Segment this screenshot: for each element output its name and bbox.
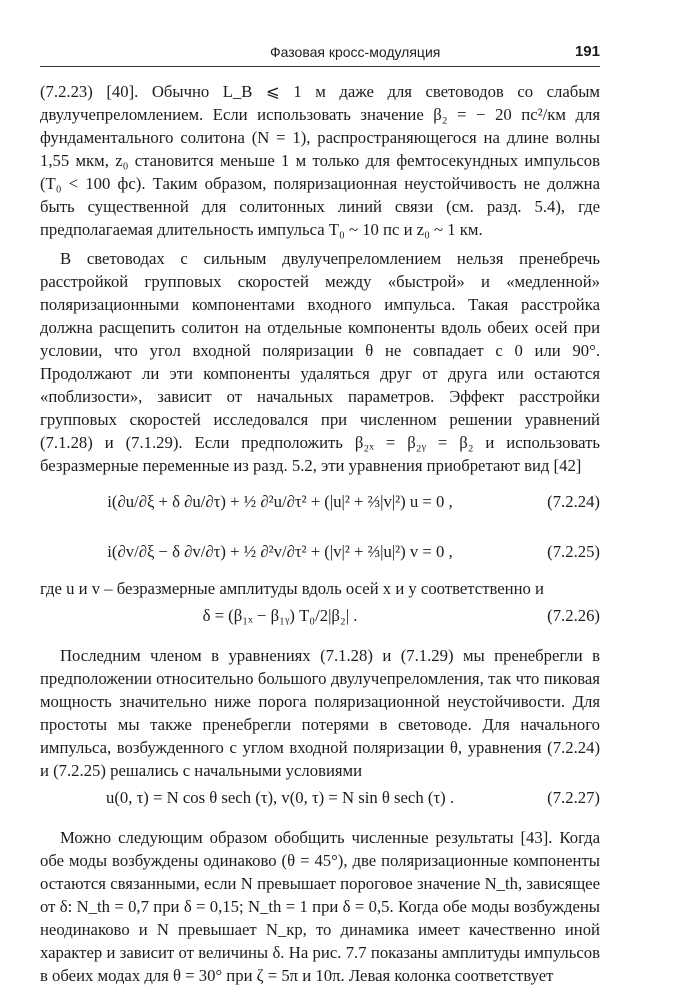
- equation-7-2-25: [40, 527, 600, 577]
- equation-number: (7.2.26): [547, 606, 600, 625]
- paragraph-5: Можно следующим образом обобщить численные результаты [43]. Когда обе моды возбуждены одинаково (θ = 45°), две поляризационные компоненты остаются связанными, если N превышает пороговое значение N_th, зависящее от δ: N_th = 0,7 при δ = 0,15; N_th = 1 при δ = 0,5. Когда обе моды возбуждены неодинаково и N превышает N_кр, то динамика имеет качественно иной характер и зависит от величины δ. На рис. 7.7 показаны амплитуды импульсов в обеих модах для θ = 30° при ζ = 5π и 10π. Левая колонка соответствует: [40, 828, 600, 985]
- equation-body: i(∂u/∂ξ + δ ∂u/∂τ) + ½ ∂²u/∂τ² + (|u|² + ⅔|v|²) u = 0 ,: [107, 492, 453, 511]
- page-number: 191: [574, 43, 600, 60]
- equation-number: (7.2.24): [547, 492, 600, 511]
- running-header: [40, 40, 600, 67]
- equation-body: δ = (β₁ₓ − β₁ᵧ) T₀/2|β₂| .: [202, 606, 358, 625]
- equation-7-2-26: [40, 600, 600, 632]
- equation-number: (7.2.25): [547, 542, 600, 561]
- equation-7-2-27: [40, 782, 600, 814]
- running-head-title: Фазовая кросс-модуляция: [270, 44, 441, 60]
- paragraph-1: (7.2.23) [40]. Обычно L_B ⩽ 1 м даже для световодов со слабым двулучепреломлением. Если использовать значение β₂ = − 20 пс²/км для фундаментального солитона (N = 1), распространяющегося на длине волны 1,55 мкм, z₀ становится меньше 1 м только для фемтосекундных импульсов (T₀ < 100 фс). Таким образом, поляризационная неустойчивость не должна быть существенной для солитонных линий связи (см. разд. 5.4), где предполагаемая длительность импульса T₀ ~ 10 пс и z₀ ~ 1 км.: [40, 82, 600, 239]
- equation-7-2-24: [40, 477, 600, 527]
- equation-body: i(∂v/∂ξ − δ ∂v/∂τ) + ½ ∂²v/∂τ² + (|v|² + ⅔|u|²) v = 0 ,: [107, 542, 453, 561]
- page-body: [40, 80, 600, 987]
- equation-number: (7.2.27): [547, 788, 600, 807]
- paragraph-3: где u и v – безразмерные амплитуды вдоль осей x и y соответственно и: [40, 579, 544, 598]
- paragraph-4: Последним членом в уравнениях (7.1.28) и (7.1.29) мы пренебрегли в предположении относительно большого двулучепреломления, так что пиковая мощность значительно ниже порога поляризационной неустойчивости. Для простоты мы также пренебрегли потерями в световоде. Для начального импульса, возбужденного с углом входной поляризации θ, уравнения (7.2.24) и (7.2.25) решались с начальными условиями: [40, 646, 600, 780]
- equation-body: u(0, τ) = N cos θ sech (τ), v(0, τ) = N sin θ sech (τ) .: [105, 788, 455, 807]
- paragraph-2: В световодах с сильным двулучепреломлением нельзя пренебречь расстройкой групповых скоростей между «быстрой» и «медленной» поляризационными компонентами входного импульса. Такая расстройка должна расщепить солитон на отдельные компоненты вдоль обеих осей при условии, что угол входной поляризации θ не совпадает с 0 или 90°. Продолжают ли эти компоненты удаляться друг от друга или остаются «поблизости», зависит от начальных параметров. Эффект расстройки групповых скоростей исследовался при численном решении уравнений (7.1.28) и (7.1.29). Если предположить β₂ₓ = β₂ᵧ = β₂ и использовать безразмерные переменные из разд. 5.2, эти уравнения приобретают вид [42]: [40, 249, 600, 475]
